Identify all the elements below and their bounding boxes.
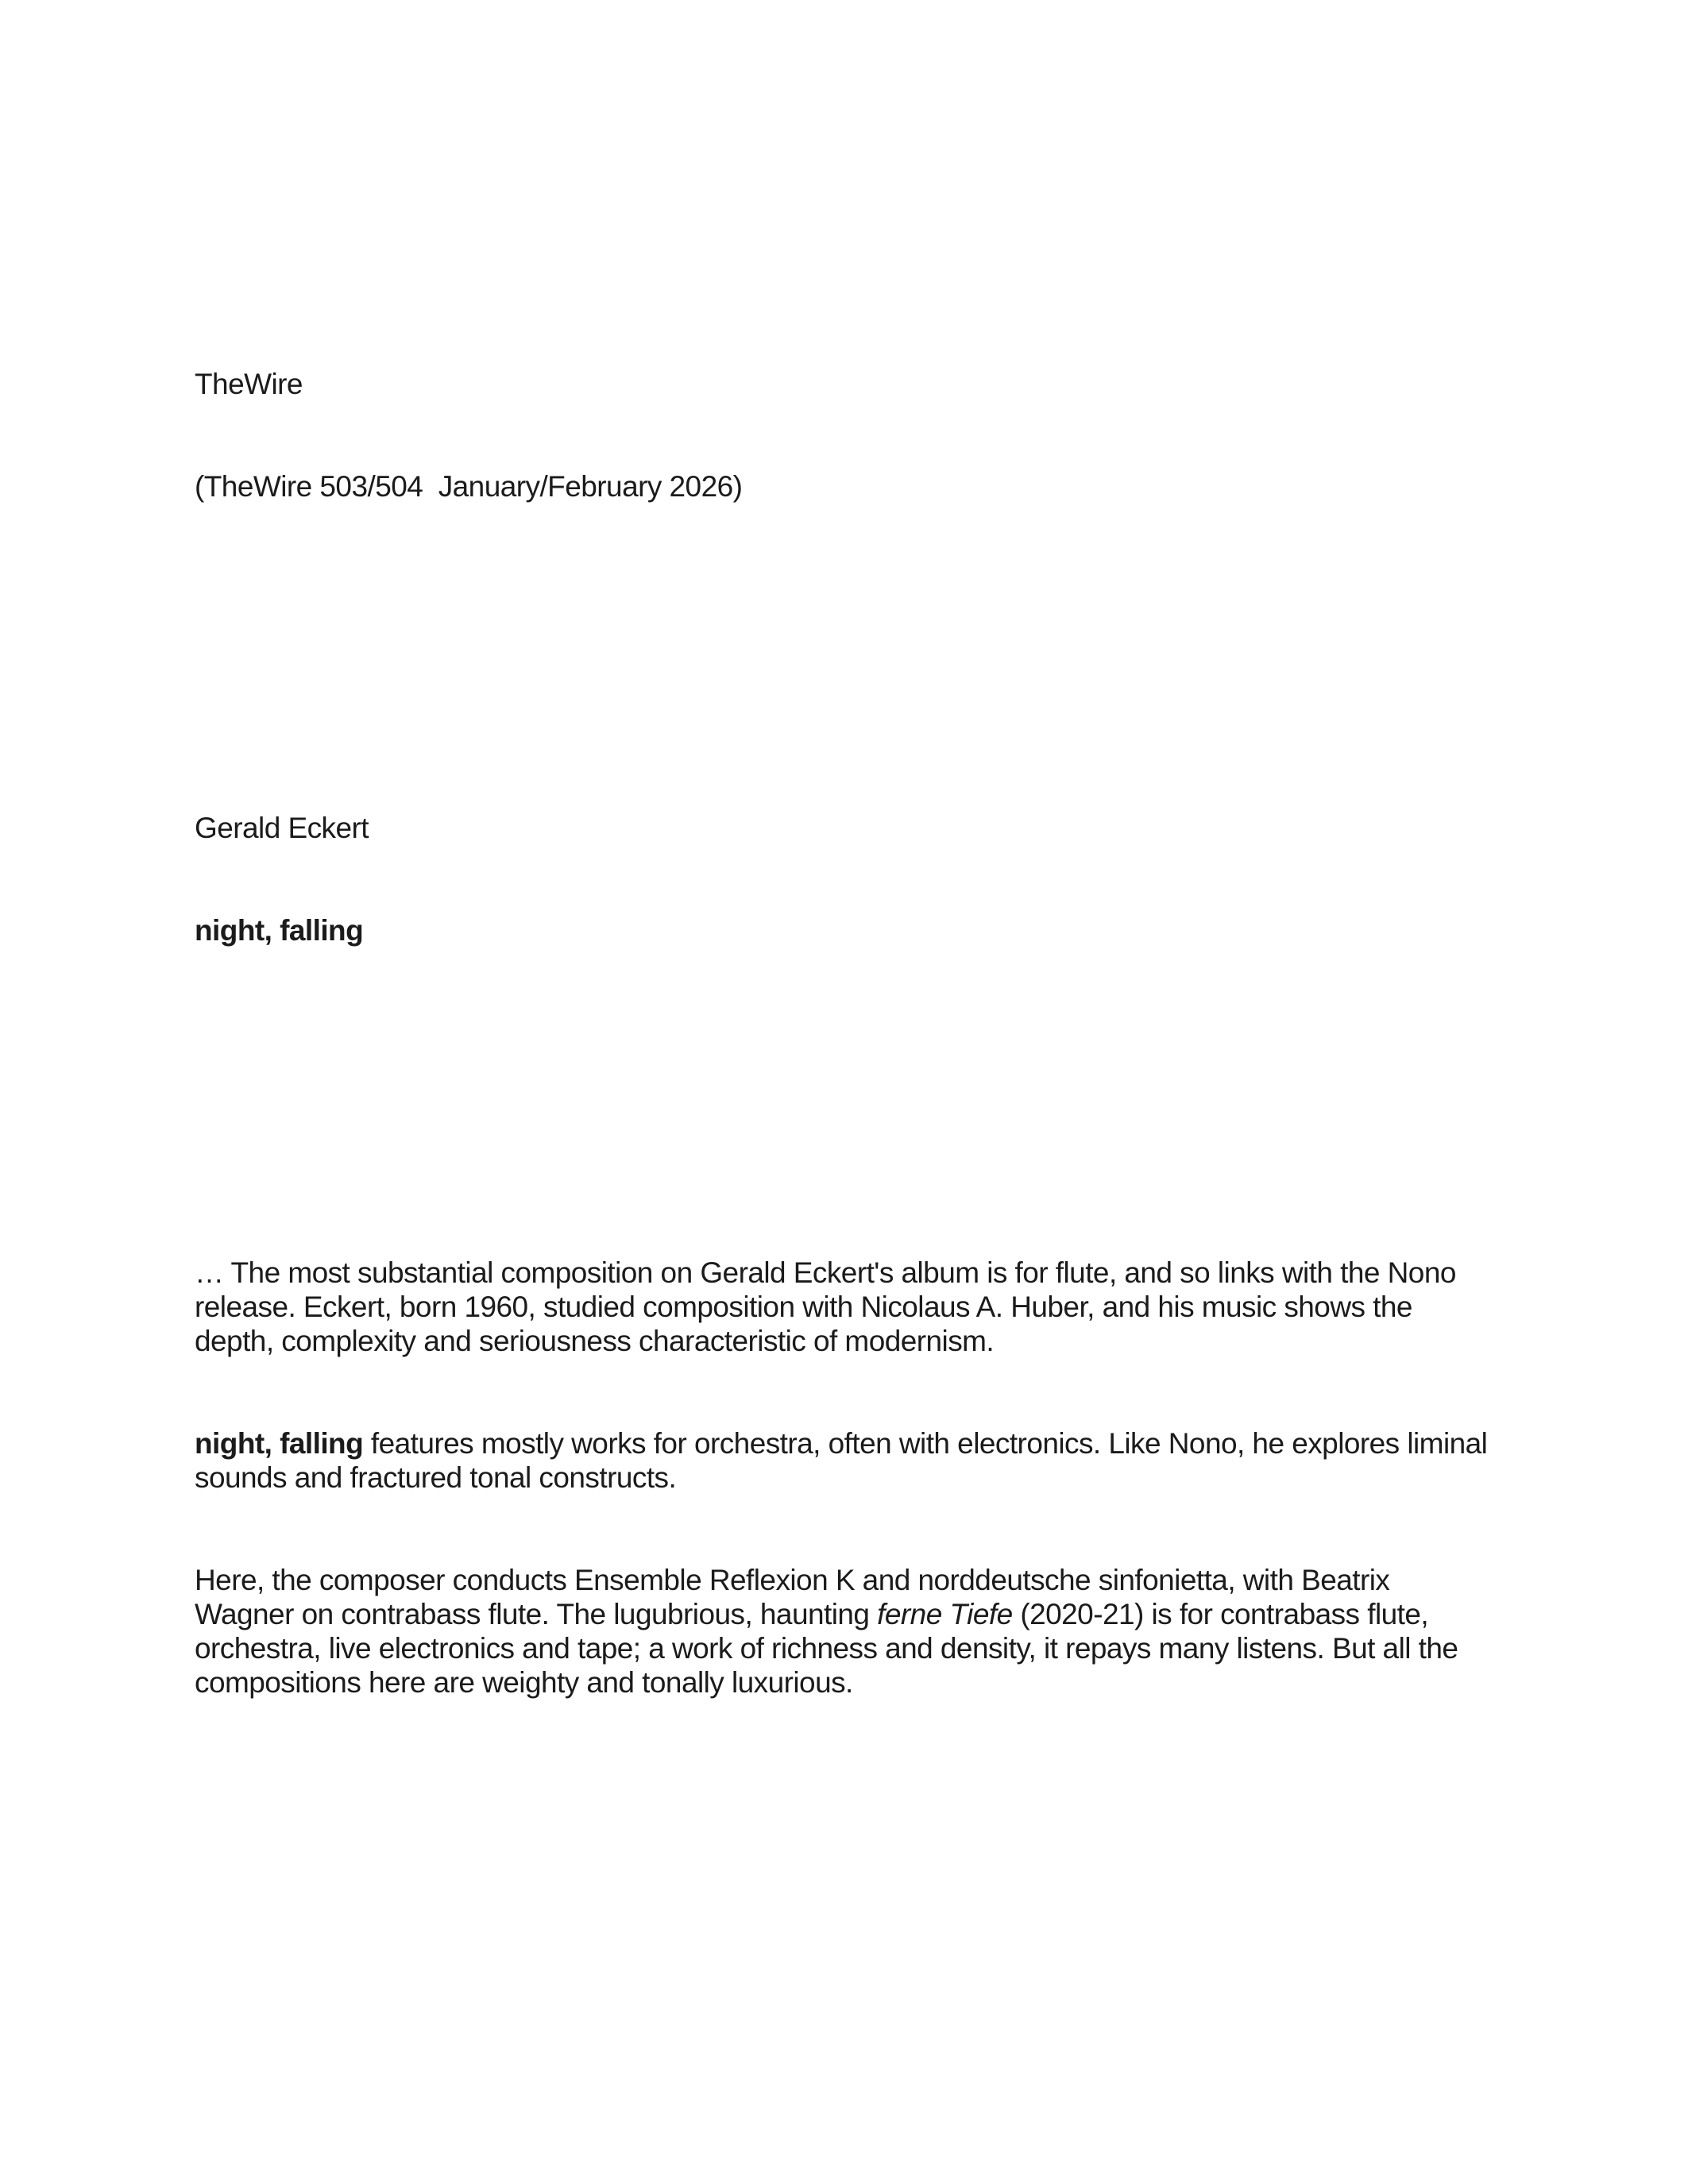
review-body: [195, 1187, 1496, 1768]
album-title: night, falling: [195, 914, 364, 947]
review-paragraph-3: Here, the composer conducts Ensemble Reflexion K and norddeutsche sinfonietta, with Beatrix Wagner on contrabass flute. The lugubrious, haunting ferne Tiefe (2020-21) is for contrabass flute, orchestra, live electronics and tape; a work of richness and density, it repays many listens. But all the compositions here are weighty and tonally luxurious.: [195, 1564, 1466, 1699]
issue-line: (TheWire 503/504 January/February 2026): [195, 470, 743, 503]
artist-name: Gerald Eckert: [195, 812, 369, 844]
document-header: [195, 299, 1493, 572]
release-heading: [195, 743, 1493, 1016]
review-paragraph-2: night, falling features mostly works for orchestra, often with electronics. Like Nono, he explores liminal sounds and fractured tonal constructs.: [195, 1427, 1496, 1494]
document-content: [195, 196, 1496, 1870]
review-paragraph-1: … The most substantial composition on Gerald Eckert's album is for flute, and so links with the Nono release. Eckert, born 1960, studied composition with Nicolaus A. Huber, and his music shows the depth, complexity and seriousness characteristic of modernism.: [195, 1256, 1464, 1357]
publication-title: TheWire: [195, 368, 303, 400]
